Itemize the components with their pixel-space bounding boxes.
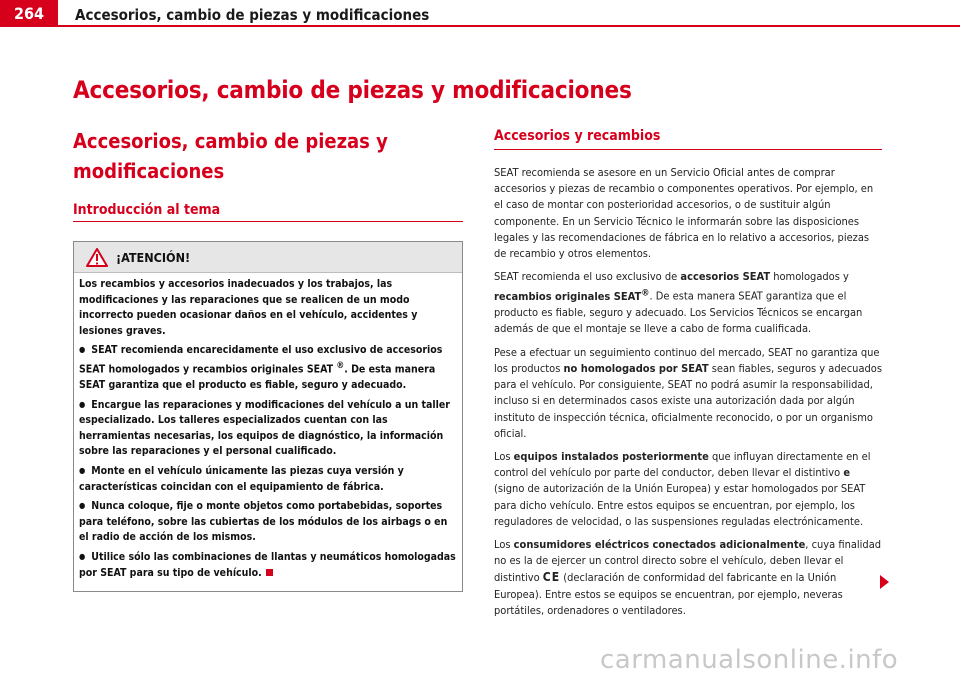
warning-bullet-1-post: . De esta manera SEAT garantiza que el producto es fiable, seguro y adecuado. [79,363,436,392]
p4-text-a: Los [494,449,514,463]
paragraph-5 [494,537,882,619]
p2-bold-recambios [494,287,650,304]
e-mark: e [843,466,851,480]
warning-body [74,273,462,591]
p2-text-a: SEAT recomienda el uso exclusivo de [494,270,681,284]
intro-subhead: Introducción al tema [73,202,463,222]
warning-bullet-1 [79,343,457,393]
registered-mark: ® [641,287,650,299]
warning-bullet-1-pre: SEAT recomienda encarecidamente el uso exclusivo de accesorios SEAT homologados y recambios originales SEAT [79,344,443,376]
p5-text-a: Los [494,537,514,551]
p3-bold: no homologados por SEAT [563,361,709,375]
warning-intro: Los recambios y accesorios inadecuados y los trabajos, las modificaciones y las reparaciones que se realicen de un modo incorrecto pueden ocasionar daños en el vehículo, accidentes y lesiones graves. [79,278,418,337]
warning-triangle-icon [86,248,108,267]
p4-bold: equipos instalados posteriormente [513,449,709,463]
body-text [494,165,882,619]
accesorios-recambios-title: Accesorios y recambios [494,126,882,150]
registered-mark: ® [336,360,345,371]
right-column [494,126,882,626]
warning-box [73,241,463,592]
section-title-line1: Accesorios, cambio de piezas y [73,129,388,153]
paragraph-3 [494,345,882,442]
end-square-icon [266,569,273,576]
p5-bold: consumidores eléctricos conectados adicionalmente [513,537,806,551]
paragraph-1: SEAT recomienda se asesore en un Servicio Oficial antes de comprar accesorios y piezas de recambio o componentes operativos. Por ejemplo, en el caso de montar con posterioridad accesorios, o de sustituir algún componente. En un Servicio Técnico le informarán sobre las disposiciones legales y las recomendaciones de fábrica en lo relativo a accesorios, piezas de recambio y otros elementos. [494,166,874,261]
paragraph-4 [494,449,882,530]
chapter-title: Accesorios, cambio de piezas y modificaciones [73,76,632,104]
warning-header [74,242,462,273]
warning-bullet-2: ● Encargue las reparaciones y modificaciones del vehículo a un taller especializado. Los talleres especializados cuentan con las herramientas necesarias, los equipos de diagnóstico, la información sobre las reparaciones y el personal cualificado. [79,398,457,460]
header-rule [58,25,960,27]
p5-text-d: (declaración de conformidad del fabricante en la Unión Europea). Entre estos se equipos se encuentran, por ejemplo, neveras portátiles, ordenadores o ventiladores. [494,571,843,617]
paragraph-2 [494,269,882,337]
running-header: Accesorios, cambio de piezas y modificaciones [75,6,430,24]
p2-text-e: . De esta manera SEAT garantiza que el producto es fiable, seguro y adecuado. Los Servicios Técnicos se encargan además de que el montaje se lleve a cabo de forma cualificada. [494,290,863,336]
warning-bullet-5-text: Utilice sólo las combinaciones de llantas y neumáticos homologadas por SEAT para su tipo de vehículo. [79,551,456,579]
page-number: 264 [0,0,58,27]
watermark: carmanualsonline.info [600,645,899,675]
p4-text-d: (signo de autorización de la Unión Europea) y estar homologados por SEAT para dicho vehículo. Entre estos equipos se encuentran, por ejemplo, los reguladores de velocidad, o las suspensiones reguladas electrónicamente. [494,482,866,528]
left-column [73,126,463,592]
ce-mark-icon: CE [542,570,561,585]
p4-text-c: que influyan directamente en el control del vehículo por parte del conductor, deben llevar el distintivo [494,449,871,480]
p2-bold-recambios-text: recambios originales SEAT [494,290,642,304]
p3-text-c: sean fiables, seguros y adecuados para el vehículo. Por consiguiente, SEAT no podrá asumir la responsabilidad, incluso si en determinados casos existe una autorización dada por algún instituto de inspección técnica, oficialmente reconocido, o por un organismo oficial. [494,361,882,440]
p5-text-c: , cuya finalidad no es la de ejercer un control directo sobre el vehículo, deben llevar el distintivo [494,537,882,585]
p2-text-c: homologados y [770,270,849,284]
warning-bullet-3: ● Monte en el vehículo únicamente las piezas cuya versión y características coincidan con el equipamiento de fábrica. [79,464,457,495]
p3-text-a: Pese a efectuar un seguimiento continuo del mercado, SEAT no garantiza que los productos [494,345,880,375]
warning-bullet-5 [79,550,457,581]
warning-bullet-4: ● Nunca coloque, fije o monte objetos como portabebidas, soportes para teléfono, sobre las cubiertas de los módulos de los airbags o en el radio de acción de los mismos. [79,499,457,546]
warning-title: ¡ATENCIÓN! [116,249,191,265]
section-title-line2: modificaciones [73,159,225,183]
p2-bold-accesorios: accesorios SEAT [680,270,771,284]
continue-arrow-icon [880,575,889,589]
section-title [73,126,463,186]
